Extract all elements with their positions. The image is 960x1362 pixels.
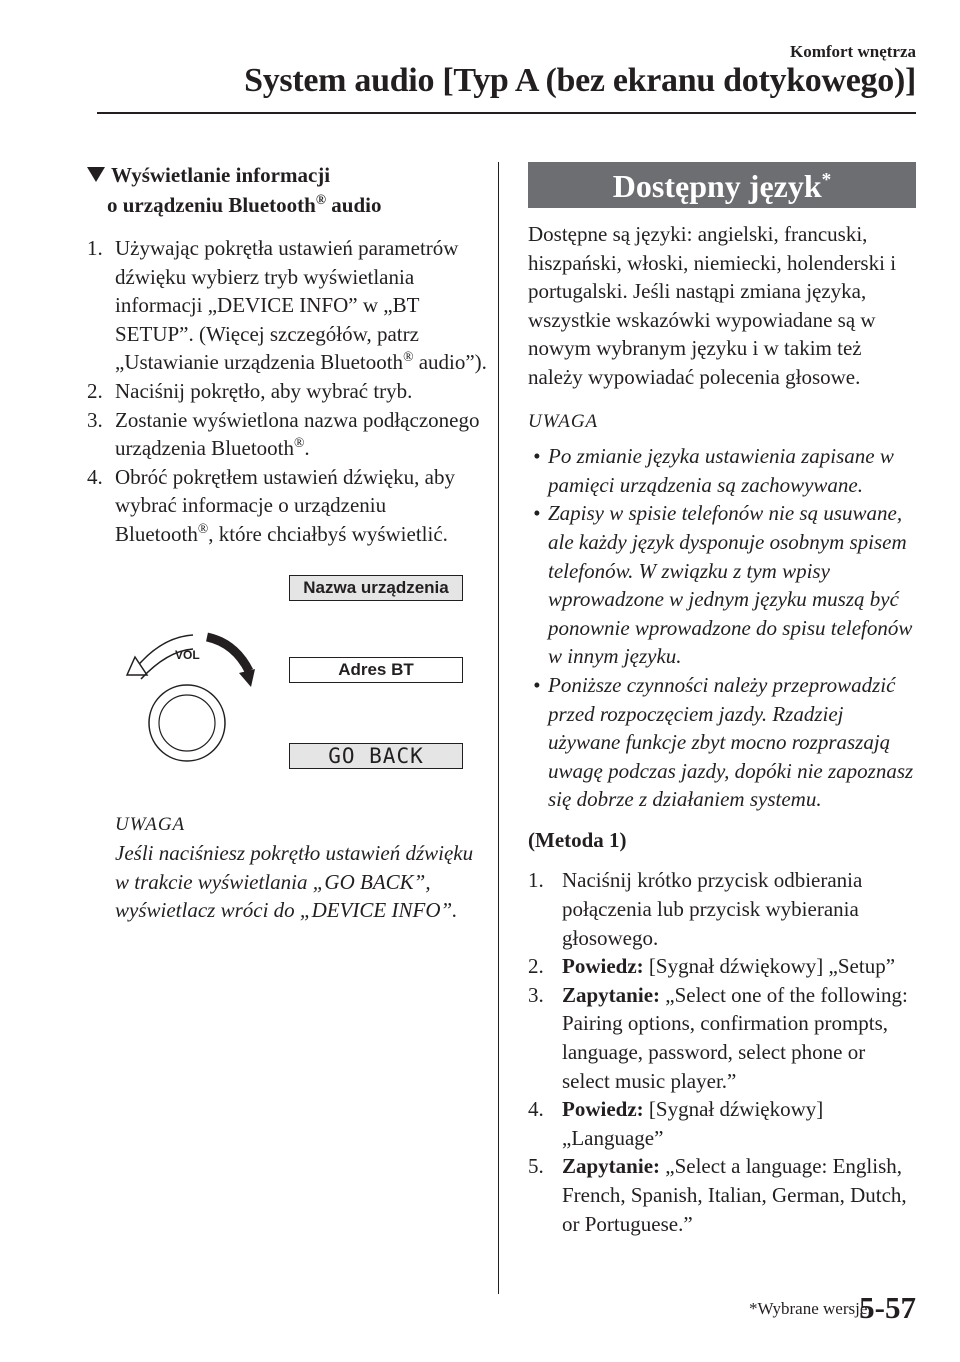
- footnote: *Wybrane wersje.: [749, 1299, 872, 1318]
- list-item: 3. Zostanie wyświetlona nazwa podłączonego urządzenia Bluetooth®.: [87, 407, 480, 461]
- svg-text:VOL: VOL: [175, 647, 200, 662]
- list-item: 4. Obróć pokrętłem ustawień dźwięku, aby wybrać informacje o urządzeniu Bluetooth®, które chciałbyś wyświetlić.: [87, 464, 455, 546]
- display-go-back: GO BACK: [289, 743, 463, 769]
- list-item: • Zapisy w spisie telefonów nie są usuwane, ale każdy język dysponuje osobnym spisem telefonów. W związku z tym wpisy wprowadzone w jednym języku muszą być ponownie wprowadzone do spisu telefonów w innym języku.: [533, 501, 913, 669]
- section-subheading: Wyświetlanie informacji o urządzeniu Bluetooth® audio: [87, 160, 487, 220]
- display-device-name: Nazwa urządzenia: [289, 575, 463, 601]
- left-steps-list: [87, 234, 487, 549]
- left-note: UWAGA Jeśli naciśniesz pokrętło ustawień dźwięku w trakcie wyświetlania „GO BACK”, wyświetlacz wróci do „DEVICE INFO”.: [115, 813, 474, 923]
- list-item: 2. Powiedz: [Sygnał dźwiękowy] „Setup”: [528, 954, 896, 979]
- triangle-bullet-icon: [87, 167, 105, 182]
- list-item: 4. Powiedz: [Sygnał dźwiękowy] „Language”: [528, 1097, 824, 1150]
- section-banner: Dostępny język*: [528, 162, 916, 208]
- note-heading: UWAGA: [528, 410, 599, 432]
- method-heading: (Metoda 1): [528, 827, 627, 852]
- audio-knob-figure: [87, 575, 487, 775]
- list-item: 5. Zapytanie: „Select a language: English, French, Spanish, Italian, German, Dutch, or Portuguese.”: [528, 1154, 907, 1236]
- right-steps-list: [528, 866, 916, 1238]
- header-rule: [97, 112, 916, 114]
- right-column: [528, 162, 916, 1238]
- list-item: 1. Używając pokrętła ustawień parametrów dźwięku wybierz tryb wyświetlania informacji „DEVICE INFO” w „BT SETUP”. (Więcej szczegółów, patrz „Ustawianie urządzenia Bluetooth® audio”).: [87, 236, 487, 375]
- list-item: 1. Naciśnij krótko przycisk odbierania połączenia lub przycisk wybierania głosowego.: [528, 868, 863, 950]
- page-title: System audio [Typ A (bez ekranu dotykowego)]: [244, 62, 916, 99]
- left-column: [87, 160, 487, 925]
- list-item: 3. Zapytanie: „Select one of the following: Pairing options, confirmation prompts, language, password, select phone or select music player.”: [528, 982, 908, 1093]
- page-number: 5-57: [859, 1290, 916, 1325]
- vol-knob-icon: [117, 613, 277, 763]
- display-bt-address: Adres BT: [289, 657, 463, 683]
- notes-list: [528, 442, 916, 814]
- intro-paragraph: Dostępne są języki: angielski, francuski, hiszpański, włoski, niemiecki, holenderski i portugalski. Jeśli nastąpi zmiana języka, wszystkie wskazówki wypowiadane są w nowym wybranym języku i w takim też należy wypowiadać polecenia głosowe.: [528, 222, 897, 389]
- list-item: 2. Naciśnij pokrętło, aby wybrać tryb.: [87, 378, 413, 403]
- column-divider: [498, 162, 499, 1294]
- list-item: • Po zmianie języka ustawienia zapisane w pamięci urządzenia są zachowywane.: [533, 444, 894, 497]
- header-section: Komfort wnętrza: [789, 42, 916, 61]
- list-item: • Poniższe czynności należy przeprowadzić przed rozpoczęciem jazdy. Rzadziej używane funkcje zbyt mocno rozpraszają uwagę podczas jazdy, dopóki nie zapoznasz się dobrze z działaniem systemu.: [533, 672, 914, 812]
